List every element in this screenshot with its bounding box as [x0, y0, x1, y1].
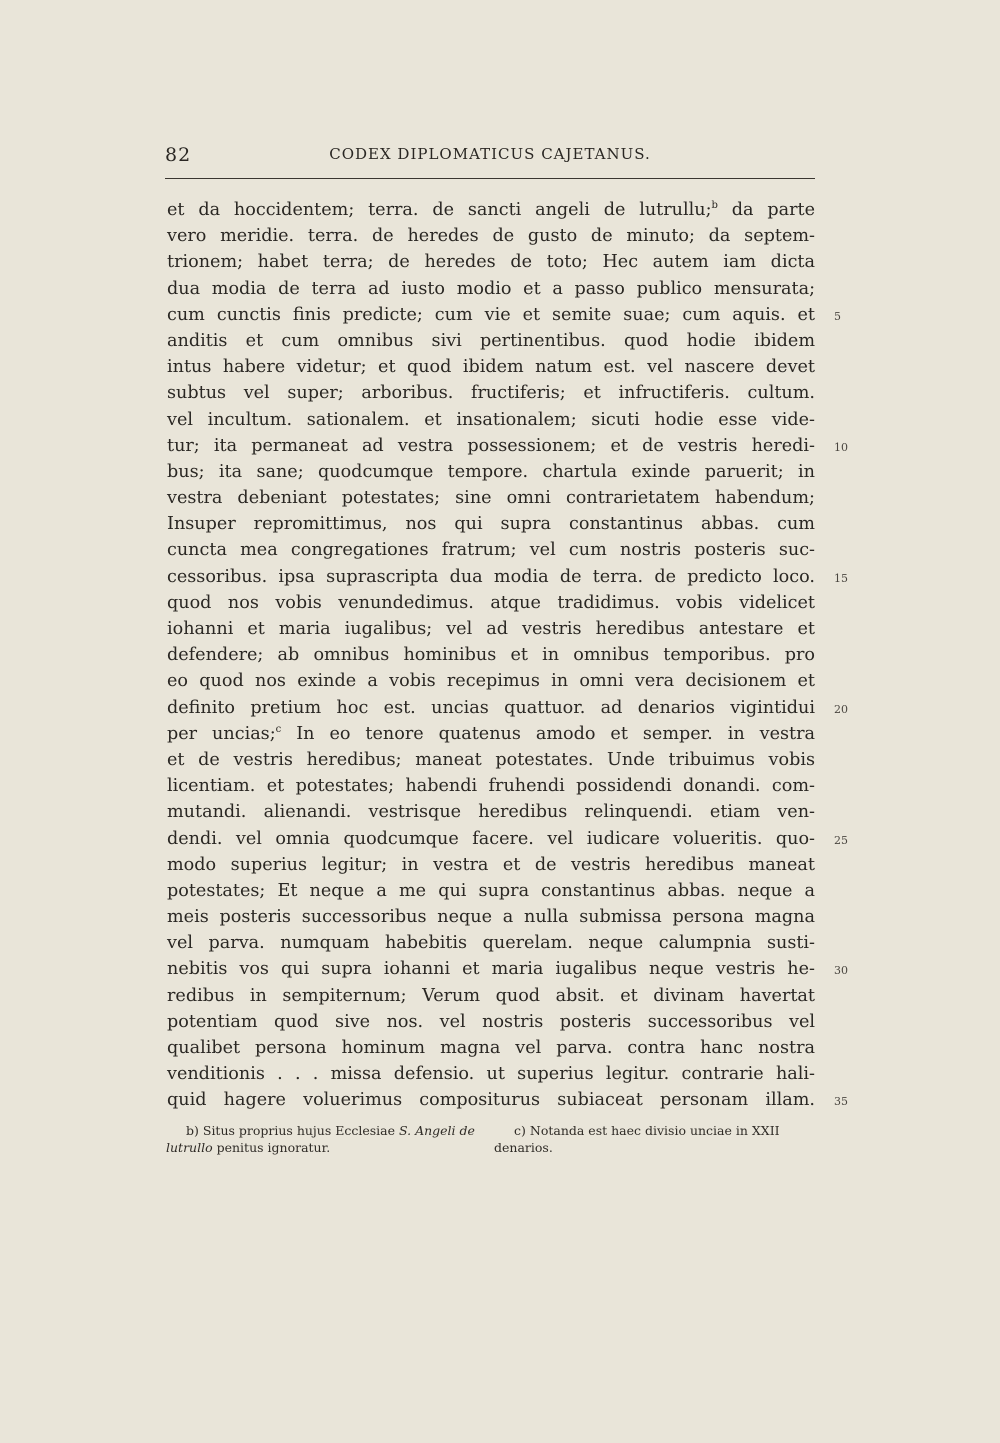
line-text: licentiam. et potestates; habendi fruhendi possidendi donandi. com-	[167, 776, 815, 797]
line-text: bus; ita sane; quodcumque tempore. chartula exinde paruerit; in	[167, 461, 815, 482]
text-line	[167, 1087, 848, 1113]
line-text: definito pretium hoc est. uncias quattuor. ad denarios vigintidui	[167, 697, 815, 718]
footnote-c-text: Notanda est haec divisio unciae in XXII	[529, 1123, 780, 1138]
line-number: 10	[834, 440, 848, 454]
line-text: tur; ita permaneat ad vestra possessionem; et de vestris heredi-	[167, 435, 815, 456]
line-number: 30	[834, 964, 848, 978]
footnote-c-text-2: denarios.	[494, 1140, 553, 1155]
line-text: cuncta mea congregationes fratrum; vel cum nostris posteris suc-	[167, 540, 815, 561]
footnote-b	[166, 1122, 496, 1156]
footnote-b-italic-2: lutrullo	[166, 1140, 213, 1155]
line-text: trionem; habet terra; de heredes de toto; Hec autem iam dicta	[167, 252, 815, 273]
line-text: anditis et cum omnibus sivi pertinentibus. quod hodie ibidem	[167, 330, 815, 351]
line-text: dendi. vel omnia quodcumque facere. vel iudicare volueritis. quo-	[167, 828, 815, 849]
text-line	[167, 276, 815, 302]
text-line	[167, 590, 815, 616]
footnote-c-marker: c)	[514, 1123, 526, 1138]
line-text: intus habere videtur; et quod ibidem natum est. vel nascere devet	[167, 357, 815, 378]
text-line	[167, 668, 815, 694]
line-number: 25	[834, 833, 848, 847]
line-text: venditionis . . . missa defensio. ut superius legitur. contrarie hali-	[167, 1064, 815, 1085]
footnote-ref: c	[275, 723, 282, 735]
line-text: meis posteris successoribus neque a nulla submissa persona magna	[167, 907, 815, 928]
line-text: eo quod nos exinde a vobis recepimus in omni vera decisionem et	[167, 671, 815, 692]
line-text: Insuper repromittimus, nos qui supra constantinus abbas. cum	[167, 514, 815, 535]
line-text-continued: In eo tenore quatenus amodo et semper. in vestra	[281, 723, 815, 744]
text-line	[167, 223, 815, 249]
line-text: subtus vel super; arboribus. fructiferis; et infructiferis. cultum.	[167, 383, 815, 404]
line-text: potentiam quod sive nos. vel nostris posteris successoribus vel	[167, 1011, 815, 1032]
running-title: CODEX DIPLOMATICUS CAJETANUS.	[329, 145, 651, 163]
line-text: redibus in sempiternum; Verum quod absit. et divinam havertat	[167, 985, 815, 1006]
text-line	[167, 1009, 815, 1035]
footnote-b-italic: S. Angeli de	[399, 1123, 475, 1138]
text-line	[167, 380, 815, 406]
text-line	[167, 328, 815, 354]
text-line	[167, 956, 848, 982]
line-text: cum cunctis finis predicte; cum vie et semite suae; cum aquis. et	[167, 304, 815, 325]
line-text: nebitis vos qui supra iohanni et maria iugalibus neque vestris he-	[167, 959, 815, 980]
line-number: 5	[834, 309, 841, 323]
text-line	[167, 511, 815, 537]
line-text: iohanni et maria iugalibus; vel ad vestris heredibus antestare et	[167, 619, 815, 639]
text-line	[167, 249, 815, 275]
text-line	[167, 799, 815, 825]
page-header	[165, 142, 815, 172]
text-line	[167, 564, 848, 590]
text-line	[167, 433, 848, 459]
text-line	[167, 616, 815, 642]
text-line	[167, 302, 841, 328]
line-text: qualibet persona hominum magna vel parva. contra hanc nostra	[167, 1038, 815, 1058]
line-text: quod nos vobis venundedimus. atque tradidimus. vobis videlicet	[167, 592, 815, 613]
text-line	[167, 773, 815, 799]
line-text: potestates; Et neque a me qui supra constantinus abbas. neque a	[167, 880, 815, 901]
footnote-b-marker: b)	[186, 1123, 199, 1138]
footnote-c	[494, 1122, 814, 1156]
line-text-continued: da parte	[717, 200, 815, 220]
footnote-b-text: Situs proprius hujus Ecclesiae	[202, 1123, 396, 1138]
line-text: cessoribus. ipsa suprascripta dua modia de terra. de predicto loco.	[167, 566, 815, 587]
line-text: et de vestris heredibus; maneat potestates. Unde tribuimus vobis	[167, 749, 815, 770]
page-number: 82	[165, 144, 192, 166]
text-line	[167, 904, 815, 930]
line-text: mutandi. alienandi. vestrisque heredibus relinquendi. etiam ven-	[167, 802, 815, 823]
body-text	[167, 197, 848, 1114]
text-line	[167, 642, 815, 668]
text-line	[167, 459, 815, 485]
text-line	[167, 721, 815, 747]
footnote-b-text-2: penitus ignoratur.	[216, 1140, 331, 1155]
line-text: modo superius legitur; in vestra et de vestris heredibus maneat	[167, 854, 815, 875]
text-line	[167, 354, 815, 380]
text-line	[167, 1061, 815, 1087]
text-line	[167, 485, 815, 511]
header-rule	[165, 178, 815, 179]
text-line	[167, 537, 815, 563]
line-text: dua modia de terra ad iusto modio et a passo publico mensurata;	[167, 278, 815, 299]
line-text: vel parva. numquam habebitis querelam. neque calumpnia susti-	[167, 933, 815, 954]
footnote-ref: b	[711, 200, 718, 211]
text-line	[167, 930, 815, 956]
line-text: per uncias;	[167, 723, 276, 744]
line-number: 35	[834, 1095, 848, 1109]
text-line	[167, 878, 815, 904]
line-text: defendere; ab omnibus hominibus et in omnibus temporibus. pro	[167, 645, 815, 666]
line-number: 20	[834, 702, 848, 716]
line-text: et da hoccidentem; terra. de sancti angeli de lutrullu;	[167, 200, 712, 220]
line-text: vestra debeniant potestates; sine omni contrarietatem habendum;	[167, 488, 815, 509]
line-text: quid hagere voluerimus compositurus subiaceat personam illam.	[167, 1090, 815, 1111]
text-line	[167, 747, 815, 773]
line-text: vero meridie. terra. de heredes de gusto de minuto; da septem-	[167, 226, 815, 247]
text-line	[167, 1035, 815, 1061]
text-line	[167, 826, 848, 852]
text-line	[167, 197, 815, 223]
text-line	[167, 983, 815, 1009]
text-line	[167, 852, 815, 878]
line-number: 15	[834, 571, 848, 585]
text-line	[167, 695, 848, 721]
line-text: vel incultum. sationalem. et insationalem; sicuti hodie esse vide-	[167, 409, 815, 430]
text-line	[167, 407, 815, 433]
